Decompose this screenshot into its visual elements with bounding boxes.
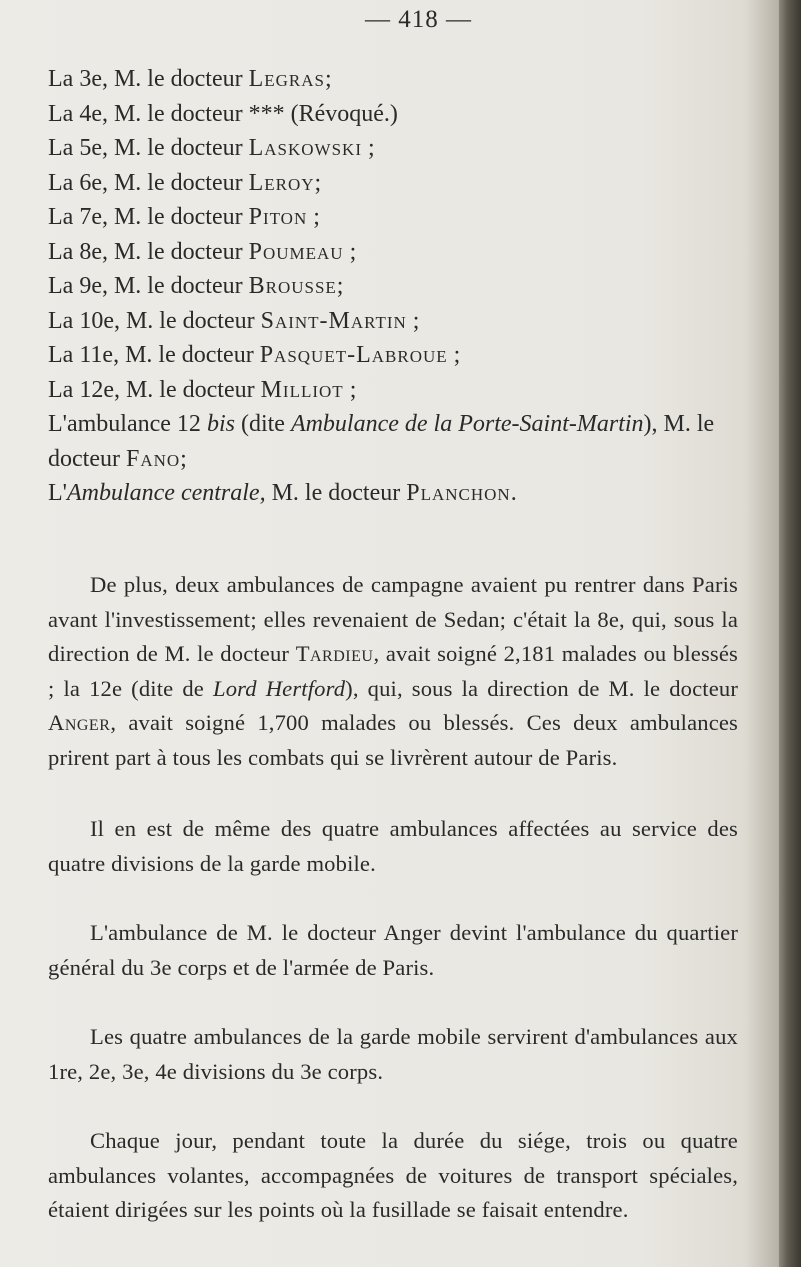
paragraph-garde-mobile: Il en est de même des quatre ambulances affectées au service des quatre divisions de la garde mobile. (48, 816, 738, 876)
list-item: La 4e, M. le docteur *** (Révoqué.) (48, 100, 398, 127)
ambulance-bis-entry: L'ambulance 12 bis (dite Ambulance de la Porte-Saint-Martin), M. le docteur Fano; (48, 411, 715, 472)
list-item: La 6e, M. le docteur Leroy; (48, 169, 322, 196)
list-item: La 3e, M. le docteur Legras; (48, 66, 332, 92)
page-binding-edge (779, 0, 801, 1267)
ambulance-list (48, 62, 748, 511)
list-item: La 10e, M. le docteur Saint-Martin ; (48, 307, 420, 334)
paragraph-ambulances-volantes: Chaque jour, pendant toute la durée du siége, trois ou quatre ambulances volantes, accompagnées de voitures de transport spéciales, étaient dirigées sur les points où la fusillade se faisait entendre. (48, 1128, 738, 1222)
list-item: La 8e, M. le docteur Poumeau ; (48, 238, 357, 265)
paragraph-campaign-ambulances: De plus, deux ambulances de campagne avaient pu rentrer dans Paris avant l'investissement; elles revenaient de Sedan; c'était la 8e, qui, sous la direction de M. le docteur Tardieu, avait soigné 2,181 malades ou blessés ; la 12e (dite de Lord Hertford), qui, sous la direction de M. le docteur Anger, avait soigné 1,700 malades ou blessés. Ces deux ambulances prirent part à tous les combats qui se livrèrent autour de Paris. (48, 572, 738, 770)
list-item: La 9e, M. le docteur Brousse; (48, 273, 344, 299)
list-item: La 7e, M. le docteur Piton ; (48, 204, 320, 230)
list-item: La 5e, M. le docteur Laskowski ; (48, 135, 375, 161)
paragraph-divisions: Les quatre ambulances de la garde mobile servirent d'ambulances aux 1re, 2e, 3e, 4e divisions du 3e corps. (48, 1024, 738, 1084)
page-number: — 418 — (365, 6, 472, 33)
ambulance-centrale-entry: L'Ambulance centrale, M. le docteur Planchon. (48, 480, 517, 506)
list-item: La 12e, M. le docteur Milliot ; (48, 376, 357, 403)
list-item: La 11e, M. le docteur Pasquet-Labroue ; (48, 342, 461, 368)
paragraph-quartier-general: L'ambulance de M. le docteur Anger devint l'ambulance du quartier général du 3e corps et de l'armée de Paris. (48, 920, 738, 980)
